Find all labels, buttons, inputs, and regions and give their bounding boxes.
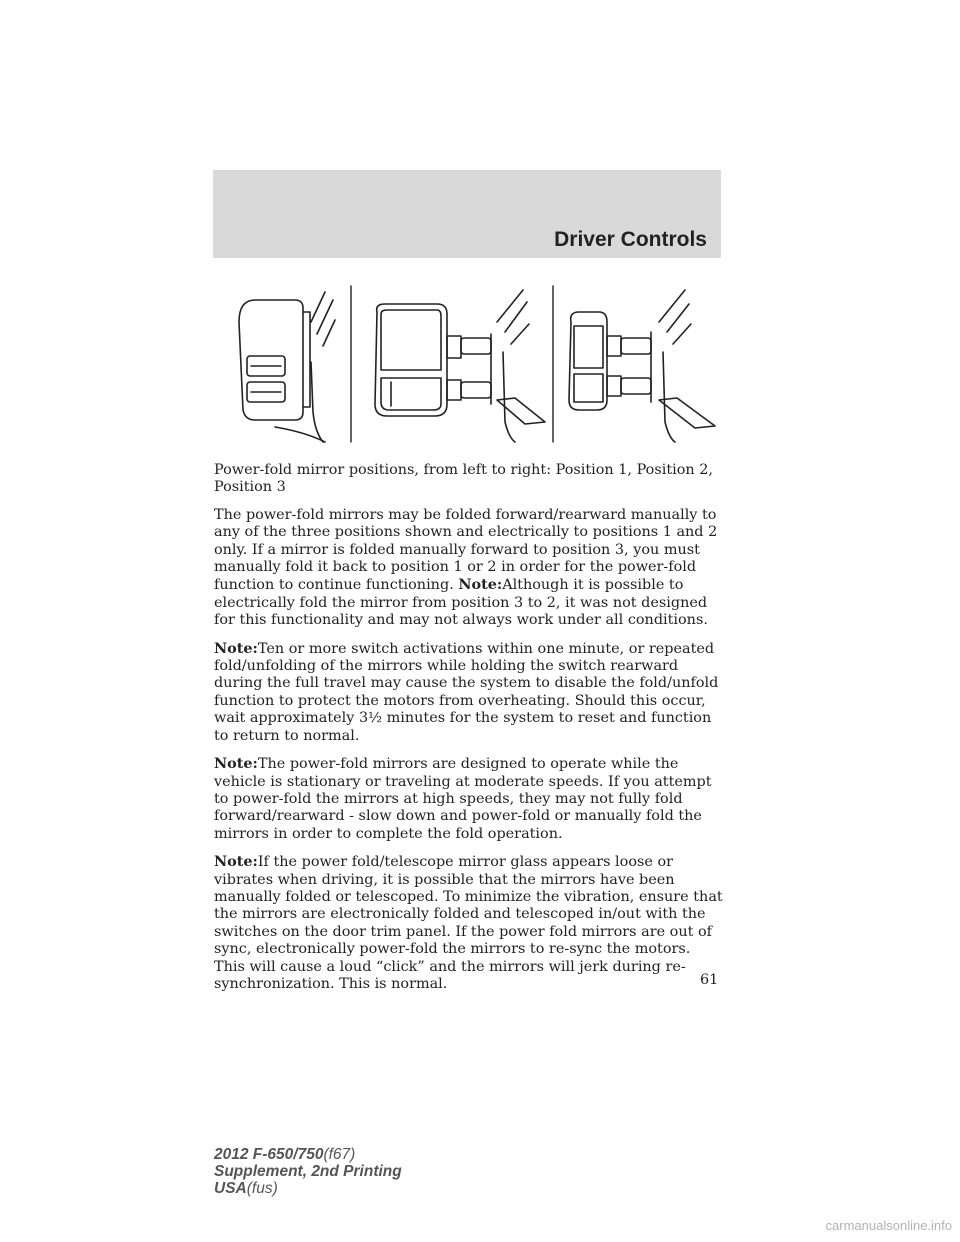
paragraph-3-text: The power-fold mirrors are designed to operate while the vehicle is stationary or traveling at moderate speeds. If you attempt to power-fold the mirrors at high speeds, they may not fully fold forward/rearward - slow down and power-fold or manually fold the mirrors in order to complete the fold operation. [214, 756, 712, 842]
section-title: Driver Controls [554, 228, 707, 251]
paragraph-1-text-a: The power-fold mirrors may be folded forward/rearward manually to any of the three positions shown and electrically to positions 1 and 2 only. If a mirror is folded manually forward to position 3, you must manually fold it back to position 1 or 2 in order for the power-fold function to continue functioning. [214, 506, 718, 594]
paragraph-3 [214, 755, 724, 843]
note-label: Note: [214, 755, 258, 773]
paragraph-4-text: If the power fold/telescope mirror glass appears loose or vibrates when driving, it is possible that the mirrors have been manually folded or telescoped. To minimize the vibration, ensure that the mirrors are electronically folded and telescoped in/out with the switches on the door trim panel. If the power fold mirrors are out of sync, electronically power-fold the mirrors to re-sync the motors. This will cause a loud “click” and the mirrors will jerk during re-synchronization. This is normal. [214, 854, 723, 992]
footer-line-3 [214, 1180, 402, 1197]
mirror-positions-figure [215, 282, 721, 444]
watermark: carmanualsonline.info [825, 1218, 952, 1233]
paragraph-4 [214, 853, 724, 993]
footer-region: USA [214, 1180, 247, 1197]
body-text [214, 462, 724, 1003]
footer [214, 1146, 402, 1197]
note-label: Note: [214, 853, 258, 871]
footer-line-1 [214, 1146, 402, 1163]
figure-caption: Power-fold mirror positions, from left to right: Position 1, Position 2, Position 3 [214, 462, 713, 496]
footer-model-code: (f67) [323, 1146, 356, 1163]
page-number: 61 [700, 972, 719, 988]
footer-region-code: (fus) [246, 1180, 278, 1197]
mirror-position-3-drawing [569, 290, 715, 442]
paragraph-2 [214, 640, 724, 745]
footer-model: 2012 F-650/750 [214, 1146, 324, 1163]
paragraph-1-text-b: Although it is possible to electrically fold the mirror from position 3 to 2, it was not designed for this functionality and may not always work under all conditions. [214, 577, 708, 629]
paragraph-1 [214, 507, 724, 630]
note-label: Note: [458, 576, 503, 594]
paragraph-2-text: Ten or more switch activations within one minute, or repeated fold/unfolding of the mirrors while holding the switch rearward during the full travel may cause the system to disable the fold/unfold function to protect the motors from overheating. Should this occur, wait approximately 3½ minutes for the system to reset and function to return to normal. [214, 640, 719, 744]
mirror-position-1-drawing [239, 292, 335, 442]
mirror-position-2-drawing [375, 290, 545, 442]
header-band [213, 170, 721, 258]
note-label: Note: [214, 639, 258, 657]
footer-line-2: Supplement, 2nd Printing [214, 1163, 402, 1180]
